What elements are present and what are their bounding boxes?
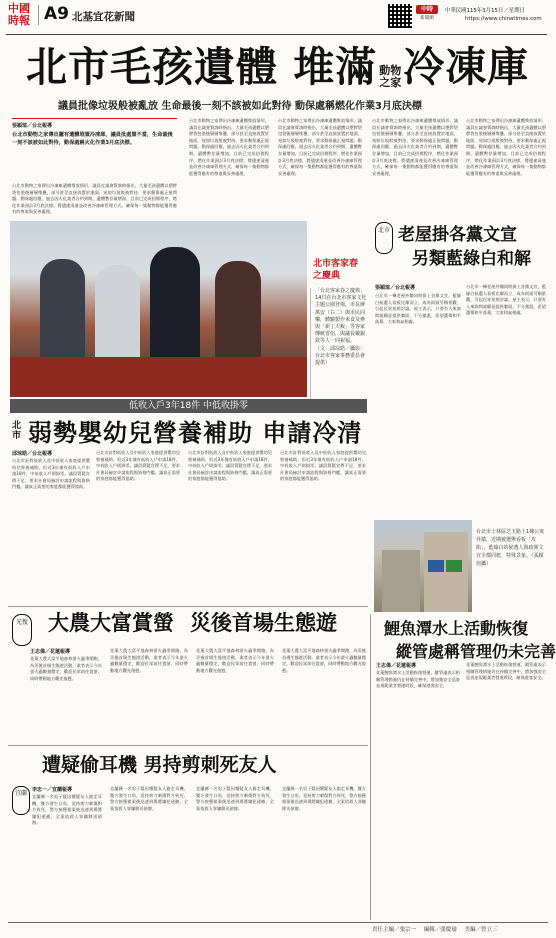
toll-body-col-4: 宜蘭縣一名男子疑因懷疑友人偷走耳機，雙方發生口角，竟持剪刀刺傷對方致死，警方接獲報案後迅速到場將嫌犯逮捕，全案依殺人罪嫌移送偵辦。 xyxy=(282,786,366,811)
subsidy-byline: 邱琮皓／台北報導 xyxy=(12,451,53,457)
section-rule xyxy=(8,745,368,746)
firefly-tag: 光復 xyxy=(12,614,32,646)
carp-body-col-1: 花蓮鯉魚潭水上活動恢復營運，縱管處表示相關管理措施仍在持續完善中，將加強安全巡查並規範業者營運時段，確保遊客安全。 xyxy=(376,670,460,689)
toll-body-col-3: 宜蘭縣一名男子疑因懷疑友人偷走耳機，雙方發生口角，竟持剪刀刺傷對方致死，警方接獲報案後迅速到場將嫌犯逮捕，全案依殺人罪嫌移送偵辦。 xyxy=(196,786,274,811)
lead-intro-box xyxy=(12,118,177,181)
lead-body-col-2: 台北市動物之家傳出冷凍庫遺體堆放情形，議員在議會質詢時指出，大量毛孩遺體以塑膠袋包裝後層層堆疊，部分甚至直接放置於地面，宛如垃圾般被對待，要求動保處正視問題。動保處回應，過去因火化業者合約到期，遺體暫存量增加，目前已完成招標程序，燃化作業預計3月底決標，將儘速清運並改善冷凍庫管理方式，確保每一隻動物都能獲得應有的尊重與妥善處理。 xyxy=(189,118,269,176)
toll-headline: 遭疑偷耳機 男持剪刺死友人 xyxy=(42,754,277,776)
oldhouse-body-col-1: 台北市一棟老屋外牆同時掛上各黨文宣，藍綠白候選人看板比鄰而立，成為街頭另類景觀，引起民眾拍照討論。屋主表示，只要有人來詢問就願意提供牆面，不分黨派，希望選舉和平落幕，大家和氣相處。 xyxy=(375,293,461,325)
subsidy-body-col-4: 台北市針對低收入及中低收入家庭提供嬰幼兒營養補助，但近3年僅有低收入戶申請18件，中低收入戶則掛零。議員質疑宣傳不足，要求社會局檢討申請流程與資格門檻，讓真正需要的家庭都能獲得協助。 xyxy=(280,450,366,482)
photo-table xyxy=(10,357,307,397)
oldhouse-byline: 張穎瑄／台北報導 xyxy=(375,285,416,291)
firefly-body-col-3: 花蓮大農大富平地森林螢火蟲季開跑，為災後首場生態遊活動，業者表示今年螢火蟲數量穩定，歡迎民眾前往賞螢，同時帶動地方觀光復甦。 xyxy=(196,648,274,673)
subsidy-headline: 弱勢嬰幼兒營養補助 申請冷清 xyxy=(28,419,363,447)
qr-code-icon xyxy=(388,4,412,28)
masthead xyxy=(0,0,553,38)
column-rule xyxy=(370,614,371,920)
hakka-festival-photo xyxy=(10,221,307,397)
toll-tag: 宜蘭 xyxy=(12,786,30,815)
oldhouse-tag: 北市 xyxy=(375,222,393,254)
carp-body-col-2: 花蓮鯉魚潭水上活動恢復營運，縱管處表示相關管理措施仍在持續完善中，將加強安全巡查並規範業者營運時段，確保遊客安全。 xyxy=(466,662,546,681)
photo-banner xyxy=(428,560,444,572)
lead-subhead: 議員批像垃圾般被亂放 生命最後一刻不該被如此對待 動保處稱燃化作業3月底決標 xyxy=(58,101,422,112)
oldhouse-headline-a: 老屋掛各黨文宣 xyxy=(398,225,517,245)
logo-line-1: 中國 xyxy=(8,2,30,15)
subsidy-body-col-1: 台北市針對低收入及中低收入家庭提供嬰幼兒營養補助，但近3年僅有低收入戶申請18件，中低收入戶則掛零。議員質疑宣傳不足，要求社會局檢討申請流程與資格門檻，讓真正需要的家庭都能獲得協助。 xyxy=(12,458,90,490)
footer-editor: 責任主編／張宗一 xyxy=(372,927,417,933)
subsidy-banner: 低收入戶3年18件 中低收掛零 xyxy=(10,399,367,413)
lead-body-col-3: 台北市動物之家傳出冷凍庫遺體堆放情形，議員在議會質詢時指出，大量毛孩遺體以塑膠袋包裝後層層堆疊，部分甚至直接放置於地面，宛如垃圾般被對待，要求動保處正視問題。動保處回應，過去因火化業者合約到期，遺體暫存量增加，目前已完成招標程序，燃化作業預計3月底決標，將儘速清運並改善冷凍庫管理方式，確保每一隻動物都能獲得應有的尊重與妥善處理。 xyxy=(278,118,362,176)
footer-rule xyxy=(8,922,548,923)
photo-building xyxy=(382,550,420,612)
masthead-divider xyxy=(38,5,39,25)
subsidy-tag: 北市 xyxy=(12,421,22,441)
masthead-rule xyxy=(6,34,547,35)
firefly-body-col-4: 花蓮大農大富平地森林螢火蟲季開跑，為災後首場生態遊活動，業者表示今年螢火蟲數量穩定，歡迎民眾前往賞螢，同時帶動地方觀光復甦。 xyxy=(282,648,366,673)
lead-body-col-4: 台北市動物之家傳出冷凍庫遺體堆放情形，議員在議會質詢時指出，大量毛孩遺體以塑膠袋包裝後層層堆疊，部分甚至直接放置於地面，宛如垃圾般被對待，要求動保處正視問題。動保處回應，過去因火化業者合約到期，遺體暫存量增加，目前已完成招標程序，燃化作業預計3月底決標，將儘速清運並改善冷凍庫管理方式，確保每一隻動物都能獲得應有的尊重與妥善處理。 xyxy=(372,118,458,176)
lead-headline-part-a: 北市毛孩遺體 堆滿 xyxy=(26,43,378,91)
firefly-body-col-1: 花蓮大農大富平地森林螢火蟲季開跑，為災後首場生態遊活動，業者表示今年螢火蟲數量穩定，歡迎民眾前往賞螢，同時帶動地方觀光復甦。 xyxy=(30,656,102,681)
lead-body-col-1: 台北市動物之家傳出冷凍庫遺體堆放情形，議員在議會質詢時指出，大量毛孩遺體以塑膠袋包裝後層層堆疊，部分甚至直接放置於地面，宛如垃圾般被對待，要求動保處正視問題。動保處回應，過去因火化業者合約到期，遺體暫存量增加，目前已完成招標程序，燃化作業預計3月底決標，將儘速清運並改善冷凍庫管理方式，確保每一隻動物都能獲得應有的尊重與妥善處理。 xyxy=(12,183,177,215)
website-url[interactable]: https://www.chinatimes.com xyxy=(465,16,542,22)
carp-headline-a: 鯉魚潭水上活動恢復 xyxy=(384,619,529,638)
hakka-caption-box xyxy=(310,288,367,400)
footer-art: 編輯／張慶瑜 xyxy=(423,927,457,933)
toll-body-col-2: 宜蘭縣一名男子疑因懷疑友人偷走耳機，雙方發生口角，竟持剪刀刺傷對方致死，警方接獲報案後迅速到場將嫌犯逮捕，全案依殺人罪嫌移送偵辦。 xyxy=(110,786,188,811)
footer-credits xyxy=(372,925,498,933)
hakka-caption: 「台北客家春之慶典」14日在台北市客家文化主題公園登場，市長蔣萬安（右二）與市民同樂，體驗製作米食及參與「新丁大粄」等客家傳統習俗，與議長戴錫欽等人一同祝福。（文：邱琮皓／攝影：台北市客家事務委員會提供） xyxy=(315,288,367,367)
carp-byline: 王志偉／花蓮報導 xyxy=(376,663,417,669)
page-number: A9 xyxy=(44,4,69,24)
subsidy-body-col-3: 台北市針對低收入及中低收入家庭提供嬰幼兒營養補助，但近3年僅有低收入戶申請18件，中低收入戶則掛零。議員質疑宣傳不足，要求社會局檢討申請流程與資格門檻，讓真正需要的家庭都能獲得協助。 xyxy=(188,450,272,482)
news-badge xyxy=(416,5,438,27)
logo-line-2: 時報 xyxy=(8,14,30,27)
old-house-caption: 台北市士林區芝玉路上1棟公寓外牆，近期被選舉看板「攻陷」，藍綠白的候選人與政黨文宣全都同框，特殊景象。（張穎瑄攝） xyxy=(476,529,545,567)
carp-headline-b: 縱管處稱管理仍未完善 xyxy=(396,642,556,661)
firefly-byline: 王志偉／花蓮報導 xyxy=(30,649,71,655)
firefly-headline-a: 大農大富賞螢 xyxy=(48,611,174,635)
photo-banner xyxy=(446,560,462,572)
oldhouse-headline-b: 另類藍綠白和解 xyxy=(412,249,531,269)
badge-bottom: 新聞網 xyxy=(420,16,434,21)
badge-top: 中時 xyxy=(416,5,438,14)
oldhouse-body-col-2: 台北市一棟老屋外牆同時掛上各黨文宣，藍綠白候選人看板比鄰而立，成為街頭另類景觀，引起民眾拍照討論。屋主表示，只要有人來詢問就願意提供牆面，不分黨派，希望選舉和平落幕，大家和氣相處。 xyxy=(466,284,546,316)
lead-headline xyxy=(26,38,536,98)
lead-intro: 台北市動物之家傳出屢有遺體堆置冷凍庫，議員批處置不當，生命最後一刻不該被如此對待，動保處稱火化作業3月底決標。 xyxy=(12,132,173,146)
old-house-photo xyxy=(374,520,472,612)
section-name: 北基宜花新聞 xyxy=(72,11,135,23)
lead-byline: 張穎瑄／台北報導 xyxy=(12,123,53,129)
lead-headline-part-b: 冷凍庫 xyxy=(403,43,530,91)
hakka-photo-label: 北市客家春之慶典 xyxy=(313,259,359,281)
photo-building xyxy=(424,532,468,612)
firefly-headline-b: 災後首場生態遊 xyxy=(190,611,337,635)
footer-proof: 美編／曾立三 xyxy=(464,927,498,933)
paper-logo xyxy=(8,3,34,27)
firefly-body-col-2: 花蓮大農大富平地森林螢火蟲季開跑，為災後首場生態遊活動，業者表示今年螢火蟲數量穩定，歡迎民眾前往賞螢，同時帶動地方觀光復甦。 xyxy=(110,648,188,673)
lead-body-col-5: 台北市動物之家傳出冷凍庫遺體堆放情形，議員在議會質詢時指出，大量毛孩遺體以塑膠袋包裝後層層堆疊，部分甚至直接放置於地面，宛如垃圾般被對待，要求動保處正視問題。動保處回應，過去因火化業者合約到期，遺體暫存量增加，目前已完成招標程序，燃化作業預計3月底決標，將儘速清運並改善冷凍庫管理方式，確保每一隻動物都能獲得應有的尊重與妥善處理。 xyxy=(466,118,546,176)
subsidy-body-col-2: 台北市針對低收入及中低收入家庭提供嬰幼兒營養補助，但近3年僅有低收入戶申請18件，中低收入戶則掛零。議員質疑宣傳不足，要求社會局檢討申請流程與資格門檻，讓真正需要的家庭都能獲得協助。 xyxy=(96,450,180,482)
issue-date: 中華民國115年3月15日／星期日 xyxy=(445,8,525,14)
toll-byline: 李忠一／宜蘭報導 xyxy=(32,787,73,793)
lead-headline-small: 動物之家 xyxy=(379,63,402,89)
toll-body-col-1: 宜蘭縣一名男子疑因懷疑友人偷走耳機，雙方發生口角，竟持剪刀刺傷對方致死，警方接獲報案後迅速到場將嫌犯逮捕，全案依殺人罪嫌移送偵辦。 xyxy=(32,794,102,826)
